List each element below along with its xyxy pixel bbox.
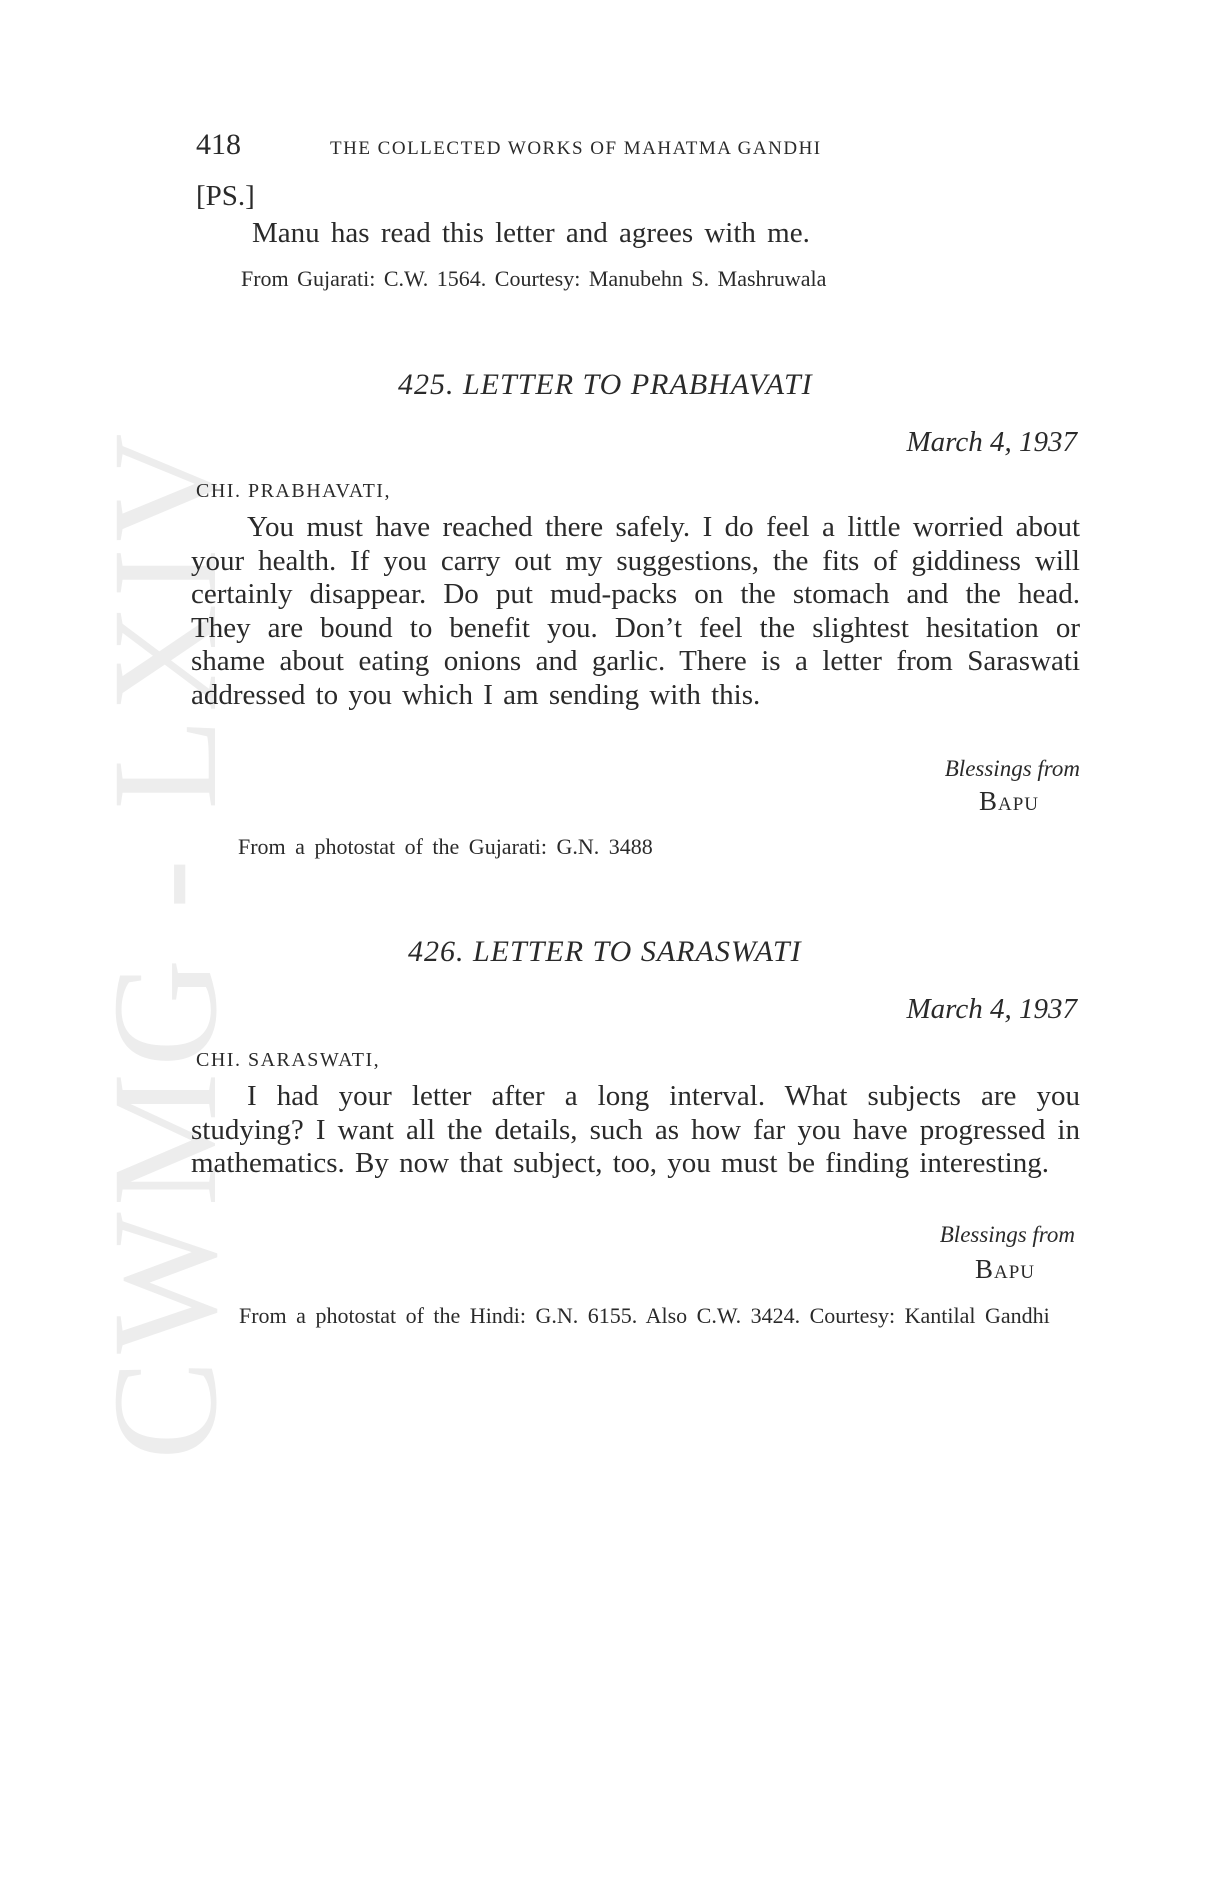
letter-date: March 4, 1937: [906, 426, 1077, 458]
postscript-source: From Gujarati: C.W. 1564. Courtesy: Manubehn S. Mashruwala: [241, 266, 827, 291]
postscript-text: Manu has read this letter and agrees with me.: [252, 217, 810, 249]
letter-date: March 4, 1937: [906, 993, 1077, 1025]
page-number: 418: [196, 128, 241, 161]
letter-source: From a photostat of the Hindi: G.N. 6155. Also C.W. 3424. Courtesy: Kantilal Gandhi: [239, 1303, 1050, 1328]
letter-salutation: CHI. PRABHAVATI,: [196, 480, 391, 502]
letter-heading: 425. LETTER TO PRABHAVATI: [398, 368, 813, 401]
letter-signature: Bapu: [974, 1254, 1035, 1284]
letter-body: You must have reached there safely. I do feel a little worried about your health. If you carry out my suggestions, the fits of giddiness will certainly disappear. Do put mud-packs on the stomach and the head. They are bound to benefit you. Don’t feel the slightest hesitation or shame about eating onions and garlic. There is a letter from Saraswati addressed to you which I am sending with this.: [191, 511, 1080, 711]
letter-salutation: CHI. SARASWATI,: [196, 1049, 381, 1071]
watermark: CWMG - LXIV: [82, 427, 248, 1460]
letter-closing: Blessings from: [939, 1222, 1075, 1247]
letter-body: I had your letter after a long interval. What subjects are you studying? I want all the details, such as how far you have progressed in mathematics. By now that subject, too, you must be finding interesting.: [191, 1080, 1080, 1180]
letter-heading: 426. LETTER TO SARASWATI: [408, 935, 802, 968]
letter-closing: Blessings from: [944, 756, 1080, 781]
postscript-label: [PS.]: [196, 180, 255, 212]
letter-source: From a photostat of the Gujarati: G.N. 3488: [238, 834, 653, 859]
letter-signature: Bapu: [978, 786, 1039, 816]
running-title: THE COLLECTED WORKS OF MAHATMA GANDHI: [330, 138, 822, 159]
